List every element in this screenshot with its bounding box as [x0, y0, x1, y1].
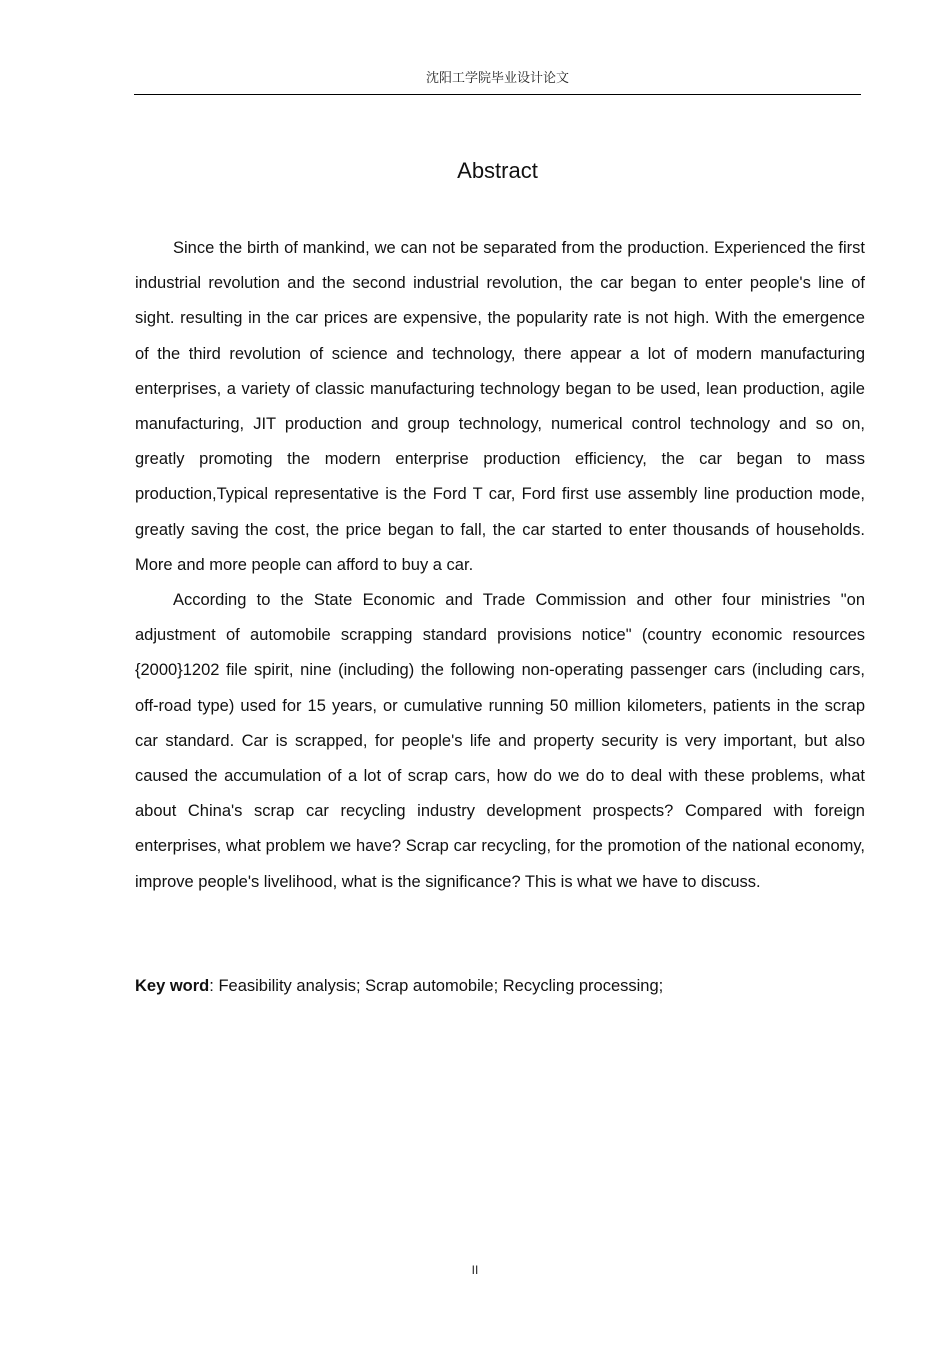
keywords-line: [135, 969, 865, 1004]
abstract-paragraph-1: Since the birth of mankind, we can not be separated from the production. Experienced the first industrial revolution and the second industrial revolution, the car began to enter people's line of sight. resulting in the car prices are expensive, the popularity rate is not high. With the emergence of the third revolution of science and technology, there appear a lot of modern manufacturing enterprises, a variety of classic manufacturing technology began to be used, lean production, agile manufacturing, JIT production and group technology, numerical control technology and so on, greatly promoting the modern enterprise production efficiency, the car began to mass production,Typical representative is the Ford T car, Ford first use assembly line production mode, greatly saving the cost, the price began to fall, the car started to enter thousands of households. More and more people can afford to buy a car.: [135, 239, 865, 574]
abstract-title: Abstract: [457, 158, 538, 183]
header-divider: [134, 94, 861, 95]
running-header: 沈阳工学院毕业设计论文: [425, 71, 569, 86]
abstract-paragraph-2: According to the State Economic and Trade Commission and other four ministries "on adjustment of automobile scrapping standard provisions notice" (country economic resources {2000}1202 file spirit, nine (including) the following non-operating passenger cars (including cars, off-road type) used for 15 years, or cumulative running 50 million kilometers, patients in the scrap car standard. Car is scrapped, for people's life and property security is very important, but also caused the accumulation of a lot of scrap cars, how do we do to deal with these problems, what about China's scrap car recycling industry development prospects? Compared with foreign enterprises, what problem we have? Scrap car recycling, for the promotion of the national economy, improve people's livelihood, what is the significance? This is what we have to discuss.: [135, 591, 865, 891]
page-number: II: [471, 1263, 479, 1277]
abstract-body: [135, 231, 865, 900]
keywords-label: Key word: [135, 977, 210, 995]
keywords-text: : Feasibility analysis; Scrap automobile; Recycling processing;: [209, 977, 664, 995]
